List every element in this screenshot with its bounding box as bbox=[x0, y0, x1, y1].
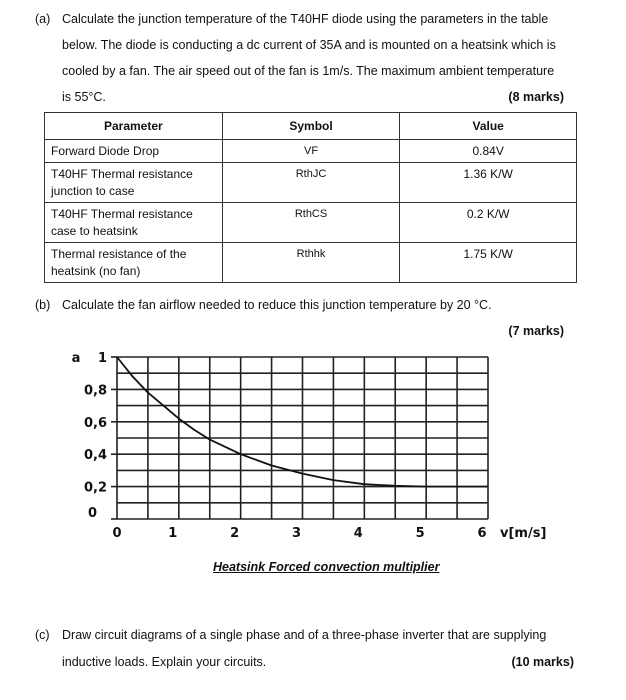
table-header-row bbox=[45, 113, 577, 140]
x-tick-label: 4 bbox=[353, 526, 363, 541]
y-tick-label: 1 bbox=[97, 351, 107, 366]
table-row bbox=[45, 163, 577, 203]
part-c-line-1: Draw circuit diagrams of a single phase and of a three-phase inverter that are supplying bbox=[62, 628, 547, 642]
x-tick-label: 5 bbox=[415, 526, 425, 541]
y-axis-label: a bbox=[71, 351, 81, 366]
part-a-line-4: is 55°C. bbox=[62, 90, 106, 104]
part-a-line-2: below. The diode is conducting a dc current of 35A and is mounted on a heatsink which is bbox=[62, 38, 556, 52]
x-tick-label: 6 bbox=[477, 526, 487, 541]
row-parameter: Thermal resistance of the heatsink (no fan) bbox=[45, 243, 223, 283]
chart-caption: Heatsink Forced convection multiplier bbox=[213, 560, 440, 574]
table-row bbox=[45, 140, 577, 163]
row-symbol: RthCS bbox=[222, 203, 400, 243]
header-symbol: Symbol bbox=[222, 113, 400, 140]
row-parameter: T40HF Thermal resistance case to heatsink bbox=[45, 203, 223, 243]
row-value: 1.36 K/W bbox=[400, 163, 577, 203]
row-value: 1.75 K/W bbox=[400, 243, 577, 283]
part-a-marks: (8 marks) bbox=[508, 90, 564, 104]
part-b-label: (b) bbox=[35, 298, 51, 312]
x-tick-label: 2 bbox=[230, 526, 240, 541]
table-row bbox=[45, 203, 577, 243]
row-value: 0.2 K/W bbox=[400, 203, 577, 243]
part-b-line: Calculate the fan airflow needed to reduce this junction temperature by 20 °C. bbox=[62, 298, 492, 312]
part-a-line-1: Calculate the junction temperature of the T40HF diode using the parameters in the table bbox=[62, 12, 549, 26]
y-tick-label: 0,2 bbox=[83, 480, 107, 496]
row-symbol: VF bbox=[222, 140, 400, 163]
header-value: Value bbox=[400, 113, 577, 140]
part-b-marks: (7 marks) bbox=[508, 324, 564, 338]
part-a-label: (a) bbox=[35, 12, 51, 26]
y-tick-label: 0,8 bbox=[83, 383, 107, 399]
row-value: 0.84V bbox=[400, 140, 577, 163]
header-parameter: Parameter bbox=[45, 113, 223, 140]
x-tick-label: 3 bbox=[291, 526, 302, 541]
x-axis-label: v[m/s] bbox=[500, 526, 547, 541]
row-symbol: RthJC bbox=[222, 163, 400, 203]
y-tick-label: 0 bbox=[87, 506, 97, 521]
x-tick-label: 0 bbox=[112, 526, 122, 541]
x-tick-label: 1 bbox=[168, 526, 178, 541]
row-parameter: Forward Diode Drop bbox=[45, 140, 223, 163]
part-c-marks: (10 marks) bbox=[511, 655, 574, 669]
y-tick-label: 0,6 bbox=[83, 415, 107, 431]
y-tick-label: 0,4 bbox=[83, 448, 107, 464]
row-symbol: Rthhk bbox=[222, 243, 400, 283]
heatsink-multiplier-chart bbox=[60, 345, 580, 545]
part-c-line-2: inductive loads. Explain your circuits. bbox=[62, 655, 267, 669]
table-row bbox=[45, 243, 577, 283]
part-a-line-3: cooled by a fan. The air speed out of the fan is 1m/s. The maximum ambient temperature bbox=[62, 64, 555, 78]
row-parameter: T40HF Thermal resistance junction to case bbox=[45, 163, 223, 203]
parameter-table bbox=[44, 112, 577, 283]
part-c-label: (c) bbox=[35, 628, 50, 642]
